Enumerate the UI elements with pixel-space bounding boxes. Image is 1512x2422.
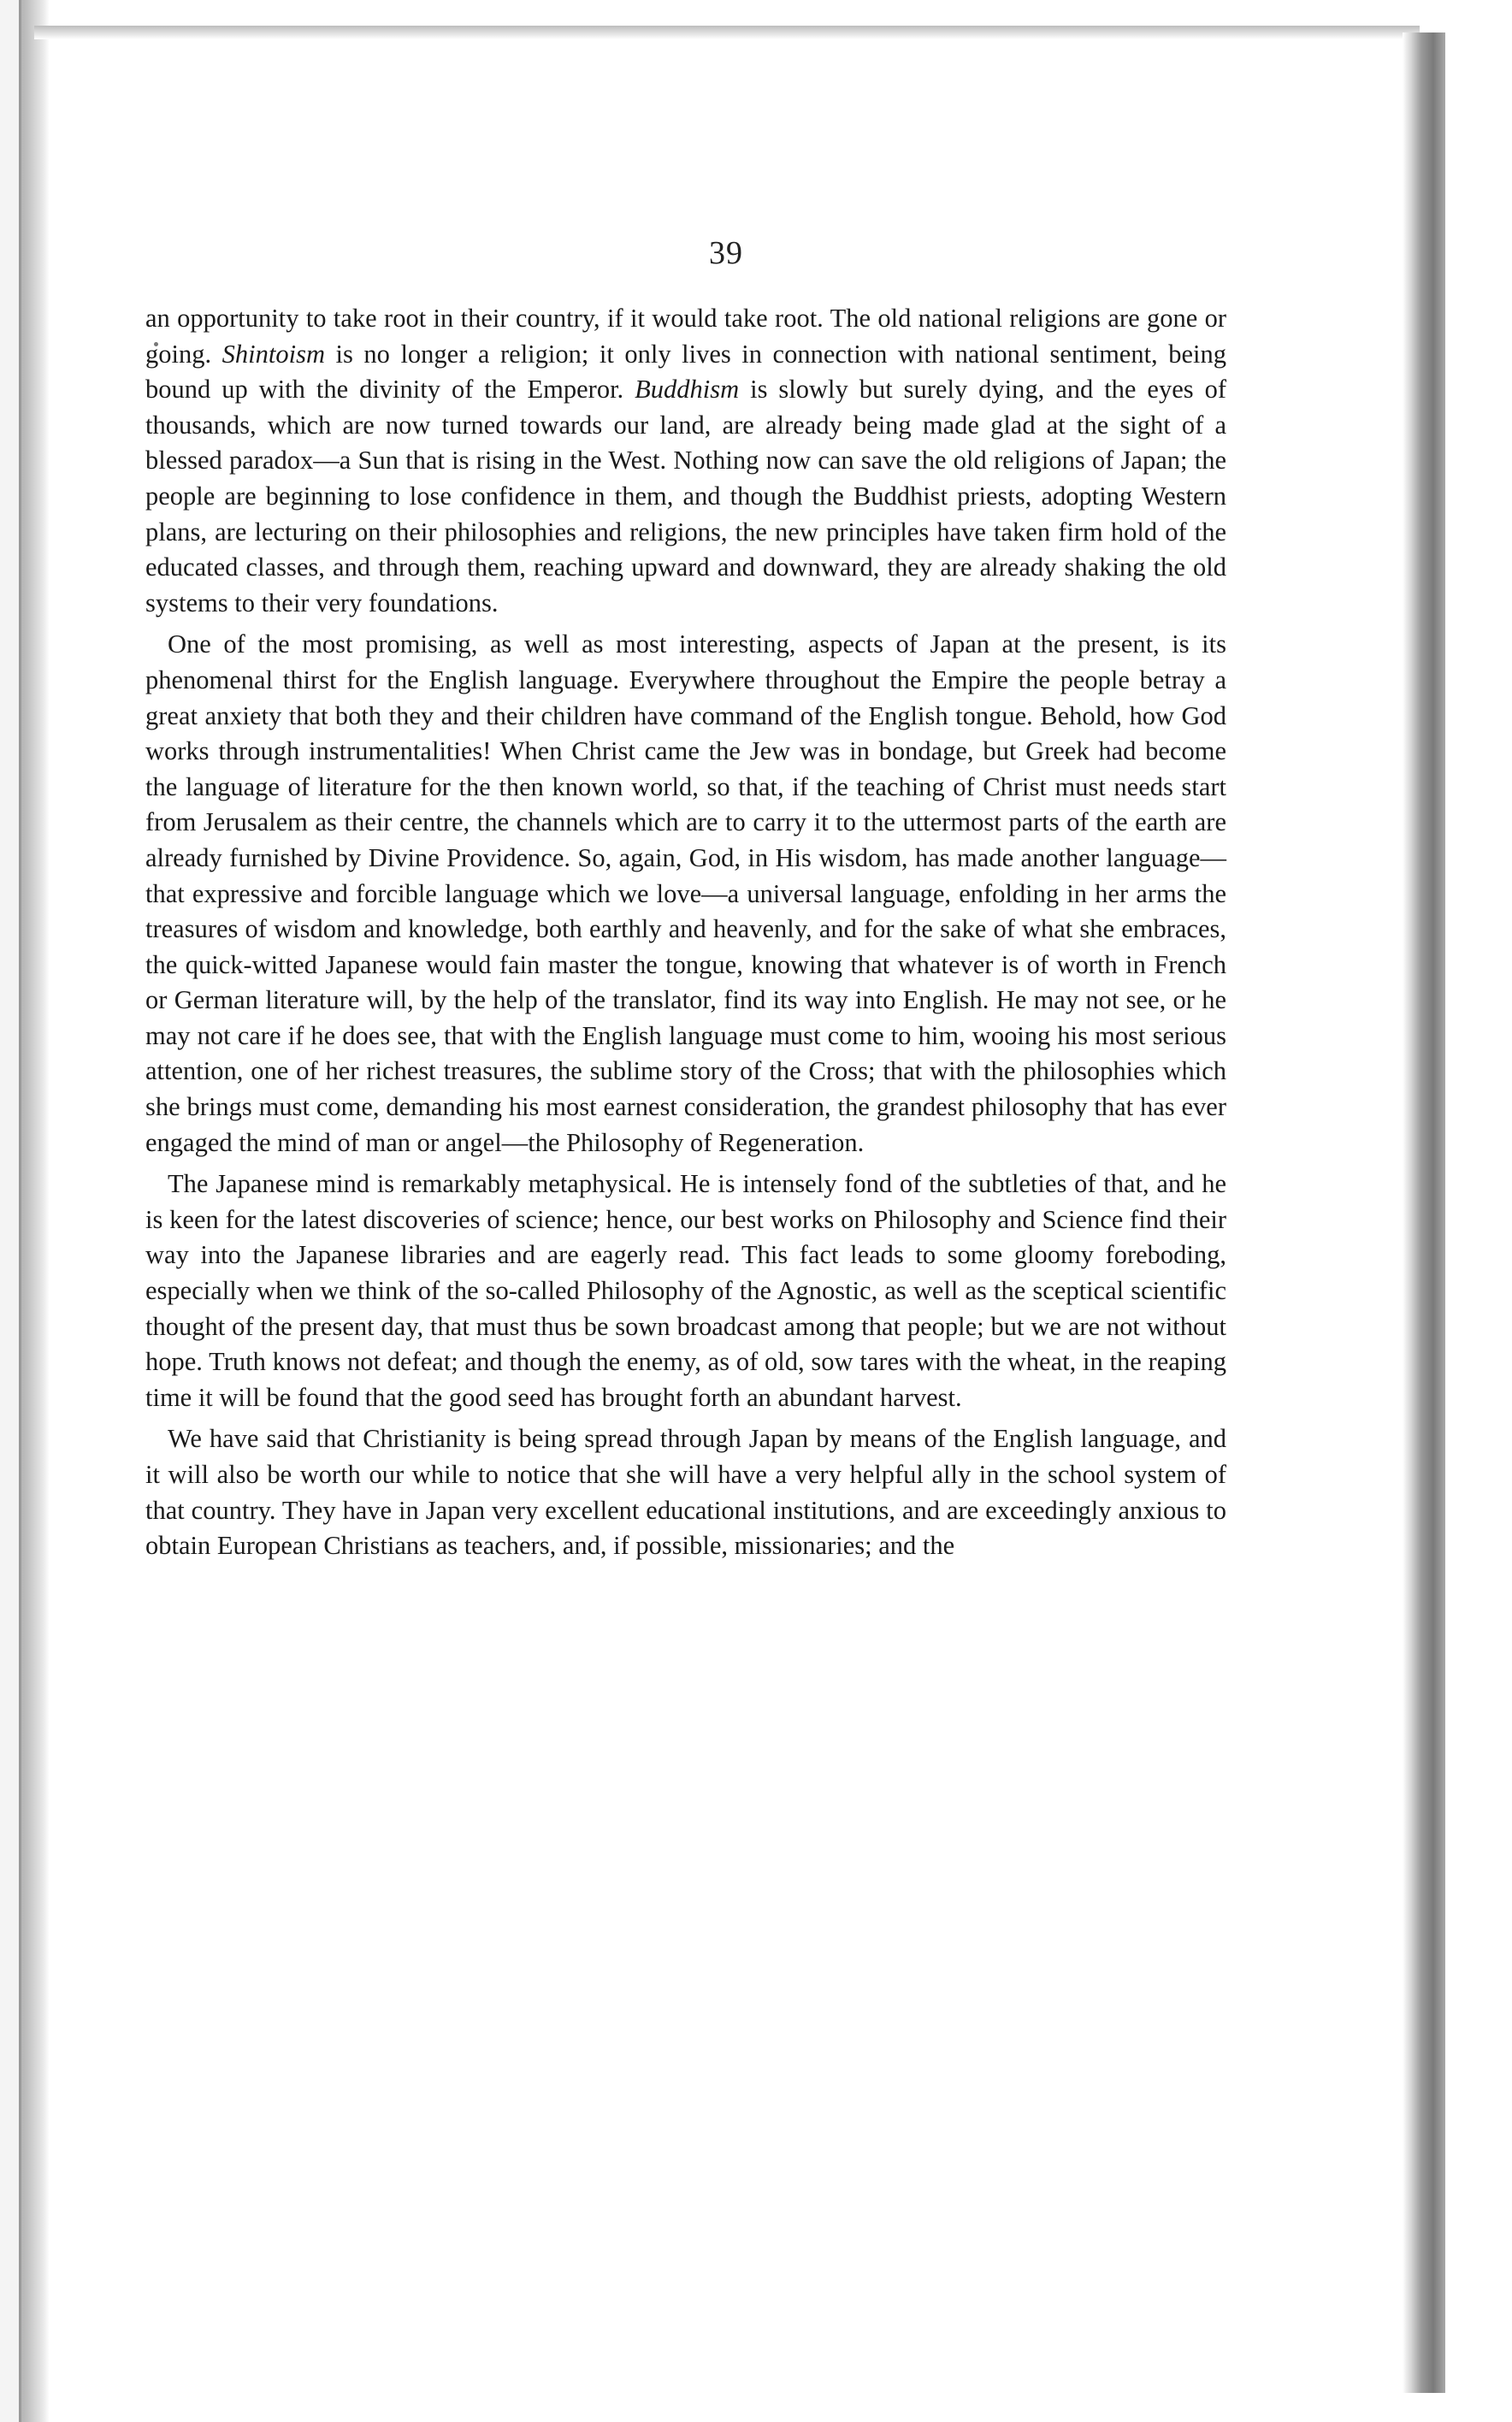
paragraph-2: One of the most promising, as well as most interesting, aspects of Japan at the present, is its phenomenal thirst for the English language. Everywhere throughout the Empire the people betray a great anxiety that both they and their children have command of the English tongue. Behold, how God works through instrumentalities! When Christ came the Jew was in bondage, but Greek had become the language of literature for the then known world, so that, if the teaching of Christ must needs start from Jerusalem as their centre, the channels which are to carry it to the uttermost parts of the earth are already furnished by Divine Providence. So, again, God, in His wisdom, has made another language—that expressive and forcible language which we love—a universal language, enfolding in her arms the treasures of wisdom and knowledge, both earthly and heavenly, and for the sake of what she embraces, the quick-witted Japanese would fain master the tongue, knowing that whatever is of worth in French or German literature will, by the help of the translator, find its way into English. He may not see, or he may not care if he does see, that with the English language must come to him, wooing his most serious attention, one of her richest treasures, the sublime story of the Cross; that with the philosophies which she brings must come, demanding his most earnest consideration, the grandest philosophy that has ever engaged the mind of man or angel—the Philosophy of Regeneration. [145, 629, 1226, 1157]
paragraph-1-part-2: is no longer a religion; it only lives in connection with national sentiment, being bound up with the divinity of the Emperor. [145, 339, 1226, 405]
book-page [50, 39, 1403, 2400]
term-buddhism: Buddhism [635, 375, 740, 405]
paragraph-1-part-1: an opportunity to take root in their country, if it would take root. The old national religions are gone or going. [145, 304, 1226, 369]
top-edge-shadow [34, 26, 1420, 39]
term-shintoism: Shintoism [221, 339, 325, 369]
body-text [145, 301, 1226, 1570]
paragraph-1 [145, 301, 1226, 621]
page-number: 39 [709, 235, 743, 271]
right-page-edge [1403, 32, 1445, 2393]
paragraph-3: The Japanese mind is remarkably metaphysical. He is intensely fond of the subtleties of that, and he is keen for the latest discoveries of science; hence, our best works on Philosophy and Science find their way into the Japanese libraries and are eagerly read. This fact leads to some gloomy foreboding, especially when we think of the so-called Philosophy of the Agnostic, as well as the sceptical scientific thought of the present day, that must thus be sown broadcast among that people; but we are not without hope. Truth knows not defeat; and though the enemy, as of old, sow tares with the wheat, in the reaping time it will be found that the good seed has brought forth an abundant harvest. [145, 1169, 1226, 1412]
paragraph-4: We have said that Christianity is being spread through Japan by means of the English language, and it will also be worth our while to notice that she will have a very helpful ally in the school system of that country. They have in Japan very excellent educational institutions, and are exceedingly anxious to obtain European Christians as teachers, and, if possible, missionaries; and the [145, 1424, 1226, 1561]
facing-page-edge [0, 0, 21, 2422]
paragraph-1-part-3: is slowly but surely dying, and the eyes of thousands, which are now turned towards our land, are already being made glad at the sight of a blessed paradox—a Sun that is rising in the West. Nothing now can save the old religions of Japan; the people are beginning to lose confidence in them, and though the Buddhist priests, adopting Western plans, are lecturing on their philosophies and religions, the new principles have taken firm hold of the educated classes, and through them, reaching upward and downward, they are already shaking the old systems to their very foundations. [145, 375, 1226, 617]
right-margin [1445, 0, 1512, 2422]
